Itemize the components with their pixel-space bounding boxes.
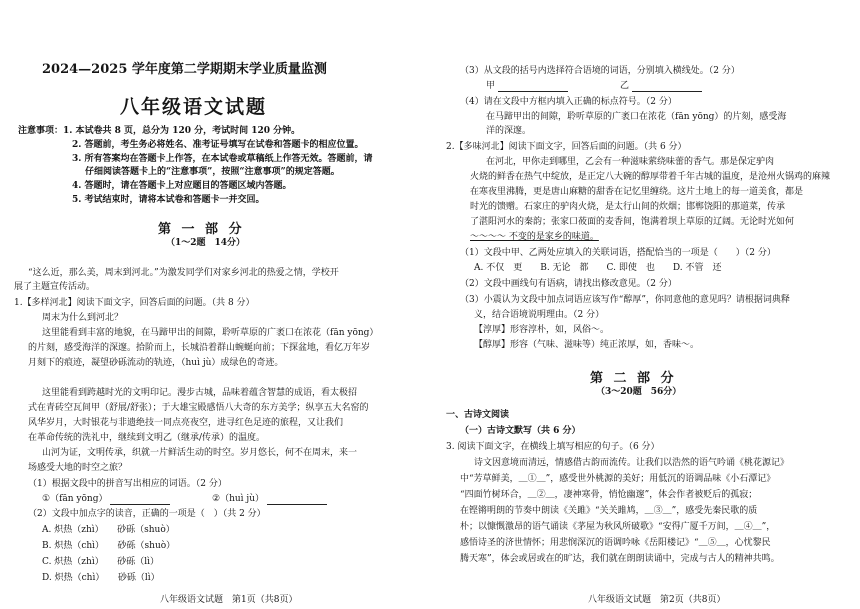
question-3-4: （4）请在文段中方框内填入正确的标点符号。（2 分） bbox=[460, 97, 677, 107]
passage-line: 诗文因意境而清远，情感借古韵而流传。让我们以浩然的语气吟诵《桃花源记》 bbox=[474, 458, 790, 468]
option-c: C. 炽热（zhì） 砂砾（lì） bbox=[42, 557, 159, 567]
dict-entry: 【淳厚】形容淳朴，如，风俗～。 bbox=[474, 325, 610, 335]
passage-line: 在革命传统的洗礼中，继续到文明乙（继承/传承）的温度。 bbox=[28, 433, 266, 443]
question-2-3: 义，结合语境说明理由。（2 分） bbox=[474, 310, 605, 320]
question-2-2: （2）文段中画线句有语病，请找出修改意见。（2 分） bbox=[460, 279, 677, 289]
question-3-title: 3. 阅读下面文字，在横线上填写相应的句子。（6 分） bbox=[446, 442, 660, 452]
answer-line bbox=[498, 82, 568, 92]
question-3-3: （3）从文段的括号内选择符合语境的词语，分别填入横线处。（2 分） bbox=[460, 66, 740, 76]
passage-line: 了湛阳河水的秦韵；张家口莜面的麦香间，饱满着坝上草原的辽阔。无论时光如何 bbox=[470, 217, 795, 227]
blank-2-label: ②（huì jù） bbox=[212, 494, 264, 504]
passage-line: 这里能看到跨越时光的文明印记。漫步古城，品味着蕴含智慧的成语，看太极招 bbox=[42, 388, 358, 398]
passage-line: 的片刻，感受海洋的深邃。拾阶而上，长城沿着群山蜿蜒向前；下探盆地，看亿万年岁 bbox=[28, 343, 371, 353]
right-page bbox=[430, 0, 860, 609]
option-b: B. 炽热（chì） 砂砾（shuò） bbox=[42, 541, 176, 551]
dict-entry: 【醇厚】形容（气味、滋味等）纯正浓厚，如，香味～。 bbox=[474, 340, 700, 350]
passage-line: 场感受大地的时空之旅？ bbox=[28, 463, 128, 473]
passage-title: 周末为什么到河北？ bbox=[42, 313, 124, 323]
passage-line: 风华岁月，大时银花与非遗绝技一同点亮夜空，进寻红色足迹的旅程，又让我们 bbox=[28, 418, 344, 428]
blank-1 bbox=[42, 494, 170, 505]
blank-2 bbox=[212, 494, 327, 505]
quote-line: 洋的深邃。 bbox=[486, 126, 532, 136]
passage-line: 时光的馈赠。石家庄的驴肉火烧，是太行山间的炊烟；邯郸饶阳的那道菜，传承 bbox=[470, 202, 786, 212]
paper-title: 八年级语文试题 bbox=[120, 96, 268, 118]
question-2-1-options: A. 不仅 更 B. 无论 都 C. 即使 也 D. 不管 还 bbox=[474, 263, 722, 273]
question-2-1: （1）文段中甲、乙两处应填入的关联词语，搭配恰当的一项是（ ）（2 分） bbox=[460, 248, 776, 258]
blank-jia-label: 甲 bbox=[486, 81, 496, 91]
passage-line: 在寒夜里沸腾，更是唐山麻糖的甜香在记忆里缠绕。这片土地上的每一道美食，都是 bbox=[470, 187, 804, 197]
question-1-title: 1.【多样河北】阅读下面文字，回答后面的问题。（共 8 分） bbox=[14, 298, 255, 308]
passage-line: 中“芳草鲜美，＿①＿”，感受世外桃源的美好；用低沉的语调品味《小石潭记》 bbox=[460, 474, 776, 484]
section-1-heading: 一、古诗文阅读 bbox=[446, 410, 510, 420]
blank-jia bbox=[486, 81, 568, 92]
option-d: D. 炽热（chì） 砂砾（lì） bbox=[42, 573, 160, 583]
part1-subtitle: （1～2题 14分） bbox=[166, 238, 246, 248]
notes-line: 4. 答题时，请在答题卡上对应题目的答题区域内答题。 bbox=[72, 181, 292, 191]
passage-line: 在河北，甲你走到哪里，乙会有一种滋味萦绕味蕾的香气。那是保定驴肉 bbox=[486, 157, 775, 167]
passage-line: “四面竹树环合，＿②＿，凄神寒骨，悄怆幽邃”，体会作者被贬后的孤寂； bbox=[460, 490, 758, 500]
question-1-2: （2）文段中加点字的读音，正确的一项是（ ）（共 2 分） bbox=[28, 509, 266, 519]
notes-line: 5. 考试结束时，请将本试卷和答题卡一并交回。 bbox=[72, 195, 265, 205]
question-2-3: （3）小震认为文段中加点词语应该写作“醇厚”，你同意他的意见吗？请根据词典释 bbox=[460, 295, 790, 305]
answer-line bbox=[110, 495, 170, 505]
passage-line: 火烧的鲜香在热气中绽放，是正定八大碗的醇厚带着千年古城的温度，是沧州火锅鸡的麻辣 bbox=[470, 172, 831, 182]
notes-line: 2. 答题前，考生务必将姓名、准考证号填写在试卷和答题卡的相应位置。 bbox=[72, 140, 364, 150]
page-footer: 八年级语文试题 第2页（共8页） bbox=[588, 595, 726, 605]
exam-title: 2024—2025 学年度第二学期期末学业质量监测 bbox=[42, 62, 327, 77]
part2-subtitle: （3～20题 56分） bbox=[596, 387, 682, 397]
passage-line: 感悟诗圣的济世情怀；用悲悯深沉的语调吟咏《岳阳楼记》“＿⑤＿，心忧黎民 bbox=[460, 538, 771, 548]
blank-yi-label: 乙 bbox=[620, 81, 630, 91]
passage-line: 月刻下的痕迹，凝望砂砾流动的轨迹，（huì jù）成绿色的奇迹。 bbox=[28, 358, 284, 368]
blank-1-label: ①（fān yōng） bbox=[42, 494, 108, 504]
passage-line: 这里能看到丰富的地貌，在马蹄甲出的间隙，聆听草原的广袤口在浓花（fān yōng） bbox=[42, 328, 379, 338]
passage-line: 式在青砖空瓦间甲（舒展/舒张）；于大雄宝殿感悟八大奇的东方美学；纵享五大名窑的 bbox=[28, 403, 369, 413]
passage-line: 腾天寒”，体会或居或在的旷达，我们就在朗朗读诵中，完成与古人的精神共鸣。 bbox=[460, 554, 780, 564]
question-2-title: 2.【多味河北】阅读下面文字，回答后面的问题。（共 6 分） bbox=[446, 142, 687, 152]
notes-line: 仔细阅读答题卡上的“注意事项”，按照“注意事项”的规定答题。 bbox=[85, 167, 340, 177]
notes-line: 注意事项：1. 本试卷共 8 页，总分为 120 分，考试时间 120 分钟。 bbox=[18, 126, 301, 136]
passage-line: 在铿锵明朗的节奏中朗读《关雎》“关关雎鸠，＿③＿”，感受先秦民歌的质 bbox=[460, 506, 758, 516]
page-footer: 八年级语文试题 第1页（共8页） bbox=[160, 595, 298, 605]
answer-line bbox=[632, 82, 702, 92]
option-a: A. 炽热（zhì） 砂砾（shuò） bbox=[42, 525, 175, 535]
passage-line: 山河为证，文明传承，织就一片鲜活生动的时空。岁月悠长，何不在周末，来一 bbox=[42, 448, 358, 458]
section-1-1-heading: （一）古诗文默写（共 6 分） bbox=[460, 426, 581, 436]
part1-title: 第 一 部 分 bbox=[158, 222, 245, 237]
passage-line: 朴；以慷慨激昂的语气诵读《茅屋为秋风所破歌》“安得广厦千万间，＿④＿”， bbox=[460, 522, 776, 532]
question-1-1: （1）根据文段中的拼音写出相应的词语。（2 分） bbox=[28, 479, 227, 489]
answer-line bbox=[267, 495, 327, 505]
part2-title: 第 二 部 分 bbox=[590, 371, 677, 386]
intro-line: 展了主题宣传活动。 bbox=[14, 282, 96, 292]
blank-yi bbox=[620, 81, 702, 92]
quote-line: 在马蹄甲出的间隙，聆听草原的广袤口在浓花（fān yōng）的片刻，感受海 bbox=[486, 112, 787, 122]
passage-underlined-line: ～～～～ 不变的是家乡的味道。 bbox=[470, 232, 599, 242]
notes-line: 3. 所有答案均在答题卡上作答，在本试卷或草稿纸上作答无效。答题前，请 bbox=[72, 154, 373, 164]
intro-line: “这么近，那么美，周末到河北。”为激发同学们对家乡河北的热爱之情，学校开 bbox=[28, 268, 339, 278]
